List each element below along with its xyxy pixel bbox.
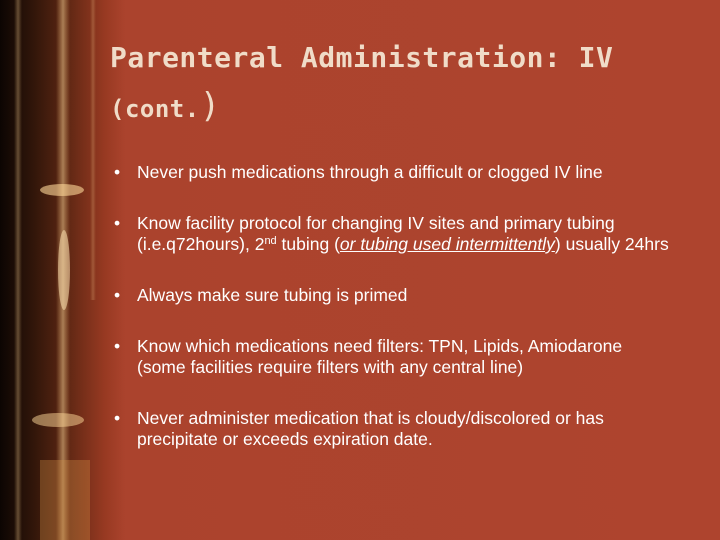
bullet-text-part3: ) usually 24hrs bbox=[554, 234, 669, 254]
bullet-text: Never push medications through a difficult or clogged IV line bbox=[137, 162, 603, 182]
bullet-item bbox=[112, 213, 672, 255]
superscript-nd: nd bbox=[264, 235, 277, 247]
slide-title bbox=[110, 34, 690, 133]
underlined-text: or tubing used intermittently bbox=[339, 234, 555, 254]
bullet-item bbox=[112, 285, 672, 306]
bullet-text: Know which medications need filters: TPN, Lipids, Amiodarone (some facilities require filters with any central line) bbox=[137, 336, 623, 377]
bullet-text: Always make sure tubing is primed bbox=[137, 285, 408, 305]
bullet-text-part1: Know facility protocol for changing IV sites and primary tubing (i.e.q72hours), 2 bbox=[137, 213, 615, 254]
bullet-item bbox=[112, 336, 672, 378]
title-closing-paren: ) bbox=[199, 86, 221, 126]
title-line-2-text: (cont. bbox=[110, 95, 200, 123]
bullet-text: Never administer medication that is cloudy/discolored or has precipitate or exceeds expiration date. bbox=[137, 408, 604, 449]
bullet-item bbox=[112, 408, 672, 450]
bullet-list bbox=[112, 162, 672, 450]
title-line-1: Parenteral Administration: IV bbox=[110, 41, 614, 74]
bullet-text-part2: tubing ( bbox=[276, 234, 340, 254]
bullet-item bbox=[112, 162, 672, 183]
title-line-2 bbox=[110, 82, 690, 133]
